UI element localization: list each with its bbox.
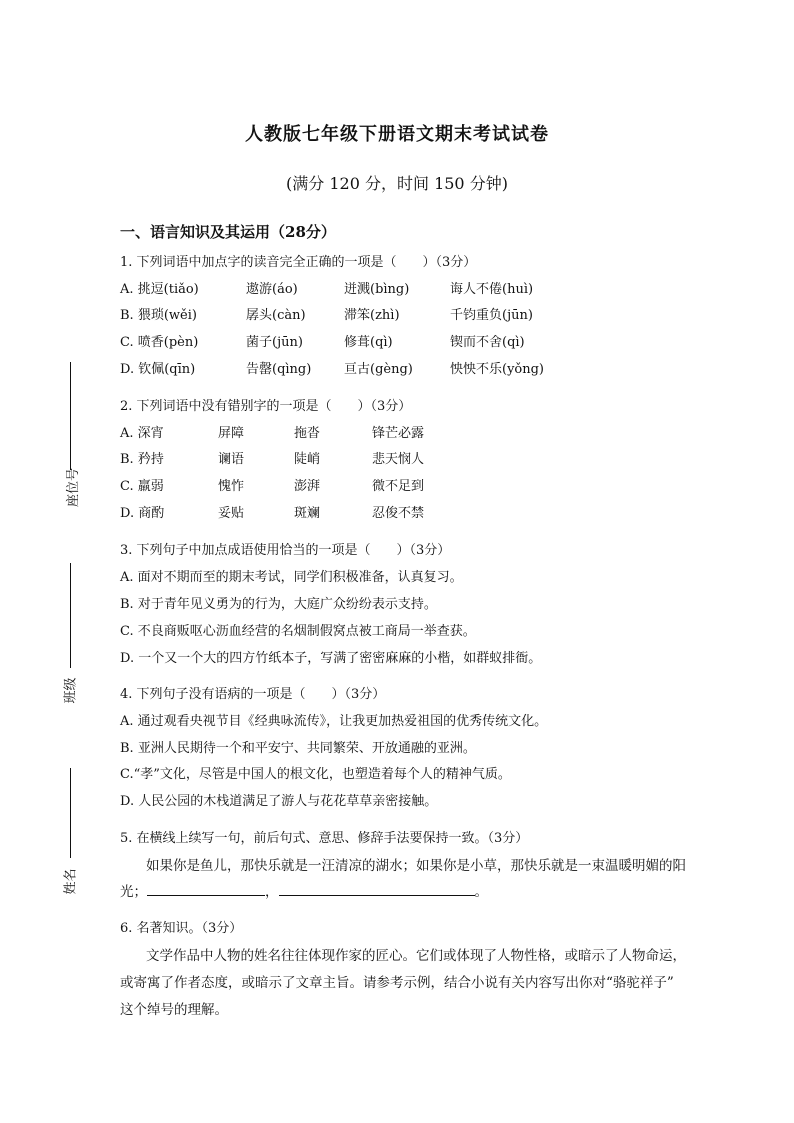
q1-b4: 千钧重负(jūn) xyxy=(450,308,533,323)
q2-b3: 陡峭 xyxy=(294,452,321,467)
page-title: 人教版七年级下册语文期末考试试卷 xyxy=(245,124,549,145)
q2-d2: 妥贴 xyxy=(218,506,245,521)
seat-label: 座位号 xyxy=(66,467,82,508)
q1-d3: 亘古(gèng) xyxy=(344,362,413,377)
q1-c3: 修葺(qì) xyxy=(344,335,393,350)
q2-c1: C. 羸弱 xyxy=(120,479,164,494)
q1-c2: 菌子(jūn) xyxy=(246,335,303,350)
q2-a4: 锋芒必露 xyxy=(372,426,425,441)
q2-c4: 微不足到 xyxy=(372,479,425,494)
q5-prompt-line2 xyxy=(120,880,488,900)
q1-d2: 告罄(qìng) xyxy=(246,362,312,377)
q4-option-c: C.“孝”文化，尽管是中国人的根文化，也塑造着每个人的精神气质。 xyxy=(120,767,511,782)
q5-blank-1[interactable] xyxy=(147,894,265,896)
q6-stem: 6. 名著知识。（3分） xyxy=(120,921,243,936)
q6-para-line2: 或寄寓了作者态度，或暗示了文章主旨。请参考示例，结合小说有关内容写出你对“骆驼祥子” xyxy=(120,975,674,991)
q1-a3: 迸溅(bìng) xyxy=(344,282,410,297)
q5-line2-start: 光； xyxy=(120,884,147,900)
q1-b2: 孱头(càn) xyxy=(246,308,306,323)
page-subtitle: (满分 120 分，时间 150 分钟) xyxy=(286,174,508,193)
q6-para-line1: 文学作品中人物的姓名往往体现作家的匠心。它们或体现了人物性格，或暗示了人物命运， xyxy=(146,948,686,964)
q2-b1: B. 矜持 xyxy=(120,452,164,467)
q4-stem: 4. 下列句子没有语病的一项是（ ）（3分） xyxy=(120,687,386,702)
q3-option-a: A. 面对不期而至的期末考试，同学们积极准备，认真复习。 xyxy=(120,570,463,585)
q3-option-b: B. 对于青年见义勇为的行为，大庭广众纷纷表示支持。 xyxy=(120,597,437,612)
q1-b1: B. 猥琐(wěi) xyxy=(120,308,197,323)
q1-a4: 诲人不倦(huì) xyxy=(450,282,534,297)
q1-d4: 怏怏不乐(yǒng) xyxy=(450,362,545,377)
q3-option-d: D. 一个又一个大的四方竹纸本子，写满了密密麻麻的小楷，如群蚁排衙。 xyxy=(120,651,542,666)
q2-a2: 屏障 xyxy=(218,426,245,441)
name-label: 姓名 xyxy=(63,868,79,895)
q1-a2: 遨游(áo) xyxy=(246,282,298,297)
class-line xyxy=(70,563,71,668)
q1-c1: C. 喷香(pèn) xyxy=(120,335,199,350)
q2-d4: 忍俊不禁 xyxy=(372,506,425,521)
q5-stem: 5. 在横线上续写一句，前后句式、意思、修辞手法要保持一致。（3分） xyxy=(120,831,529,846)
q3-option-c: C. 不良商贩呕心沥血经营的名烟制假窝点被工商局一举查获。 xyxy=(120,624,476,639)
class-label: 班级 xyxy=(63,677,79,704)
q2-b2: 谰语 xyxy=(218,452,245,467)
q4-option-b: B. 亚洲人民期待一个和平安宁、共同繁荣、开放通融的亚洲。 xyxy=(120,741,476,756)
q5-prompt-line1: 如果你是鱼儿，那快乐就是一汪清凉的湖水；如果你是小草，那快乐就是一束温暖明媚的阳 xyxy=(146,858,686,874)
q5-blank-2[interactable] xyxy=(279,894,475,896)
q2-a3: 拖沓 xyxy=(294,426,321,441)
q2-b4: 悲天悯人 xyxy=(372,452,425,467)
q1-d1: D. 钦佩(qīn) xyxy=(120,362,196,377)
q2-d3: 斑斓 xyxy=(294,506,321,521)
q1-b3: 滞笨(zhì) xyxy=(344,308,400,323)
q2-c2: 愧怍 xyxy=(218,479,245,494)
q5-line2-end: 。 xyxy=(474,884,488,900)
q1-a1: A. 挑逗(tiǎo) xyxy=(120,282,199,297)
q5-line2-mid: ， xyxy=(265,884,279,900)
q3-stem: 3. 下列句子中加点成语使用恰当的一项是（ ）（3分） xyxy=(120,543,451,558)
name-line xyxy=(70,768,71,858)
q1-stem: 1. 下列词语中加点字的读音完全正确的一项是（ ）（3分） xyxy=(120,255,477,270)
seat-line xyxy=(70,362,71,470)
q2-c3: 澎湃 xyxy=(294,479,321,494)
q4-option-a: A. 通过观看央视节目《经典咏流传》，让我更加热爱祖国的优秀传统文化。 xyxy=(120,714,548,729)
q4-option-d: D. 人民公园的木栈道满足了游人与花花草草亲密接触。 xyxy=(120,794,438,809)
q6-para-line3: 这个绰号的理解。 xyxy=(120,1002,228,1018)
q2-stem: 2. 下列词语中没有错别字的一项是（ ）（3分） xyxy=(120,399,412,414)
q1-c4: 锲而不舍(qì) xyxy=(450,335,525,350)
section-heading: 一、语言知识及其运用（28分） xyxy=(120,223,336,241)
q2-d1: D. 商酌 xyxy=(120,506,165,521)
q2-a1: A. 深宵 xyxy=(120,426,164,441)
